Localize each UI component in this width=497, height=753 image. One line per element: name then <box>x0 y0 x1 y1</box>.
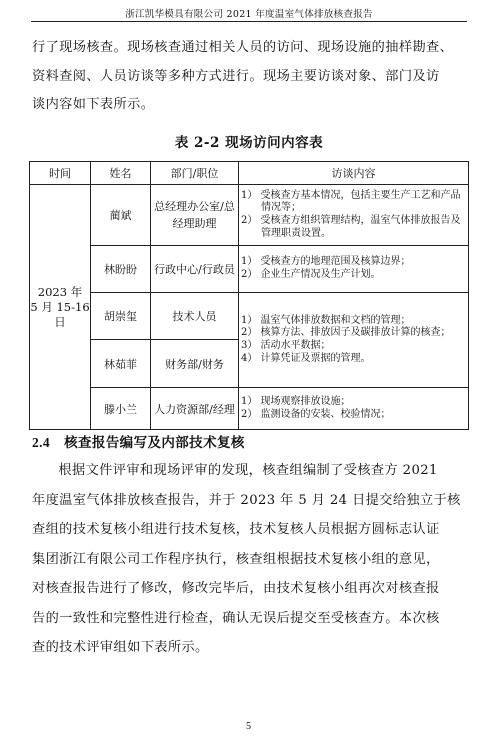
intro-line: 资料查阅、人员访谈等多种方式进行。现场主要访谈对象、部门及访 <box>32 68 440 84</box>
person-name: 滕小兰 <box>91 388 151 430</box>
intro-line: 谈内容如下表所示。 <box>32 97 155 112</box>
page-number: 5 <box>246 721 251 732</box>
body-line: 查组的技术复核小组进行技术复核，技术复核人员根据方圆标志认证 <box>32 522 440 537</box>
content-item: 4） 计算凭证及票据的管理。 <box>241 352 371 364</box>
visit-table <box>29 161 469 430</box>
body-paragraph <box>32 456 466 663</box>
table-row <box>30 293 469 340</box>
interview-content <box>239 293 469 388</box>
body-line: 告的一致性和完整性进行检查，确认无误后提交至受核查方。本次核 <box>32 610 440 626</box>
content-item: 1） 现场观察排放设施； <box>241 395 351 407</box>
person-dept: 人力资源部/经理 <box>151 388 239 430</box>
intro-line: 行了现场核查。现场核查通过相关人员的访问、现场设施的抽样勘查、 <box>32 40 454 55</box>
person-dept: 行政中心/行政员 <box>151 246 239 293</box>
content-item: 2） 核算方法、排放因子及碳排放计算的核查； <box>241 327 451 339</box>
person-dept: 技术人员 <box>151 293 239 340</box>
visit-date-cell: 2023 年 5 月 15-16 日 <box>30 185 91 430</box>
interview-content <box>239 246 469 293</box>
section-number: 2.4 <box>32 435 51 450</box>
page-header: 浙江凯华模具有限公司 2021 年度温室气体排放核查报告 <box>125 9 373 20</box>
person-name: 胡崇玺 <box>91 293 151 340</box>
table-caption: 表 2-2 现场访问内容表 <box>174 135 324 151</box>
table-row <box>30 185 469 246</box>
person-name: 蔺斌 <box>91 185 151 246</box>
header-divider <box>31 21 467 22</box>
intro-paragraph <box>32 34 466 120</box>
person-dept: 财务部/财务 <box>151 340 239 388</box>
col-header-content: 访谈内容 <box>239 162 469 185</box>
table-row <box>30 246 469 293</box>
col-header-name: 姓名 <box>91 162 151 185</box>
table-header-row <box>30 162 469 185</box>
table-row <box>30 388 469 430</box>
interview-content <box>239 388 469 430</box>
body-line: 根据文件评审和现场评审的发现，核查组编制了受核查方 2021 <box>58 463 438 478</box>
section-title: 核查报告编写及内部技术复核 <box>64 435 245 451</box>
content-item: 1） 受核查方基本情况，包括主要生产工艺和产品情况等； <box>241 189 461 214</box>
body-line: 年度温室气体排放核查报告，并于 2023 年 5 月 24 日提交给独立于核 <box>32 492 461 508</box>
person-dept: 总经理办公室/总经理助理 <box>151 185 239 246</box>
content-item: 3） 活动水平数据； <box>241 340 331 351</box>
content-item: 1） 温室气体排放数据和文档的管理； <box>241 314 411 326</box>
person-name: 林茹菲 <box>91 340 151 388</box>
content-item: 2） 企业生产情况及生产计划。 <box>241 269 381 280</box>
interview-content <box>239 185 469 246</box>
content-item: 2） 监测设备的安装、校验情况； <box>241 408 391 420</box>
body-line: 查的技术评审组如下表所示。 <box>32 640 209 655</box>
col-header-time: 时间 <box>30 162 91 185</box>
body-line: 集团浙江有限公司工作程序执行，核查组根据技术复核小组的意见， <box>32 551 440 567</box>
body-line: 对核查报告进行了修改，修改完毕后，由技术复核小组再次对核查报 <box>32 581 440 596</box>
content-item: 1） 受核查方的地理范围及核算边界； <box>241 256 411 268</box>
person-name: 林盼盼 <box>91 246 151 293</box>
col-header-dept: 部门/职位 <box>151 162 239 185</box>
content-item: 2） 受核查方组织管理结构，温室气体排放报告及管理职责设置。 <box>241 215 461 239</box>
section-heading <box>32 431 245 451</box>
